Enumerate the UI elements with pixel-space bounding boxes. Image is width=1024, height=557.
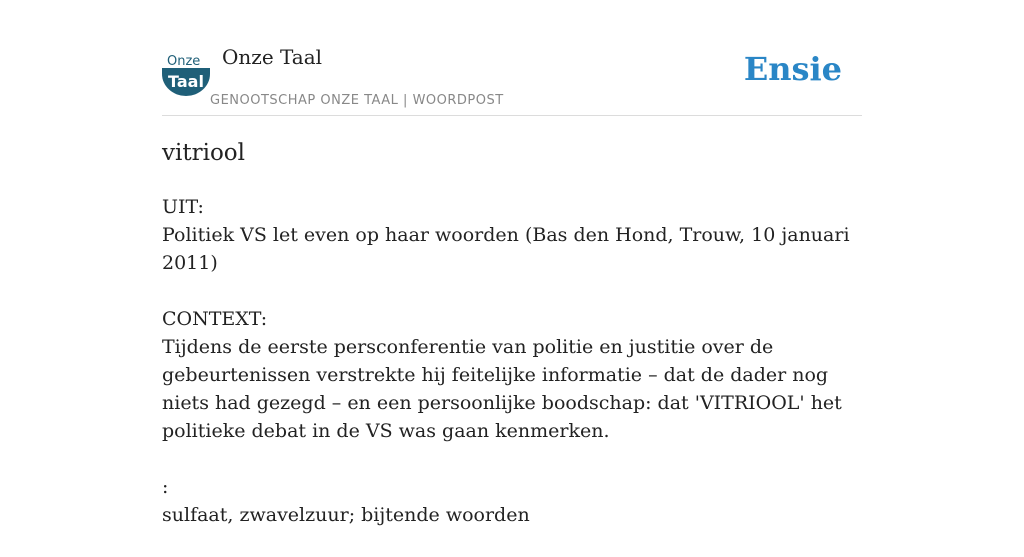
context-text: Tijdens de eerste persconferentie van politie en justitie over de gebeurtenissen verstrekte hij feitelijke informatie – dat de dader nog niets had gezegd – en een persoonlijke boodschap: dat 'VITRIOOL' het politieke debat in de VS was gaan kenmerken. — [162, 336, 842, 442]
onze-taal-logo[interactable] — [162, 50, 210, 96]
entry-title: vitriool — [162, 140, 245, 166]
uit-label: UIT: — [162, 196, 204, 218]
header-divider — [162, 115, 862, 116]
definition-text: sulfaat, zwavelzuur; bijtende woorden — [162, 504, 530, 526]
definition-label: : — [162, 476, 169, 498]
uit-block — [162, 193, 862, 277]
logo-top-text: Onze — [167, 54, 201, 69]
logo-bottom-text: Taal — [168, 72, 204, 91]
definition-block — [162, 473, 862, 529]
uit-text: Politiek VS let even op haar woorden (Bas den Hond, Trouw, 10 januari 2011) — [162, 224, 850, 274]
brand-name[interactable]: Onze Taal — [222, 45, 323, 69]
context-block — [162, 305, 862, 445]
brand-subtitle: GENOOTSCHAP ONZE TAAL | WOORDPOST — [210, 93, 504, 108]
context-label: CONTEXT: — [162, 308, 268, 330]
ensie-logo[interactable]: Ensie — [743, 50, 842, 88]
entry-content — [162, 193, 862, 557]
